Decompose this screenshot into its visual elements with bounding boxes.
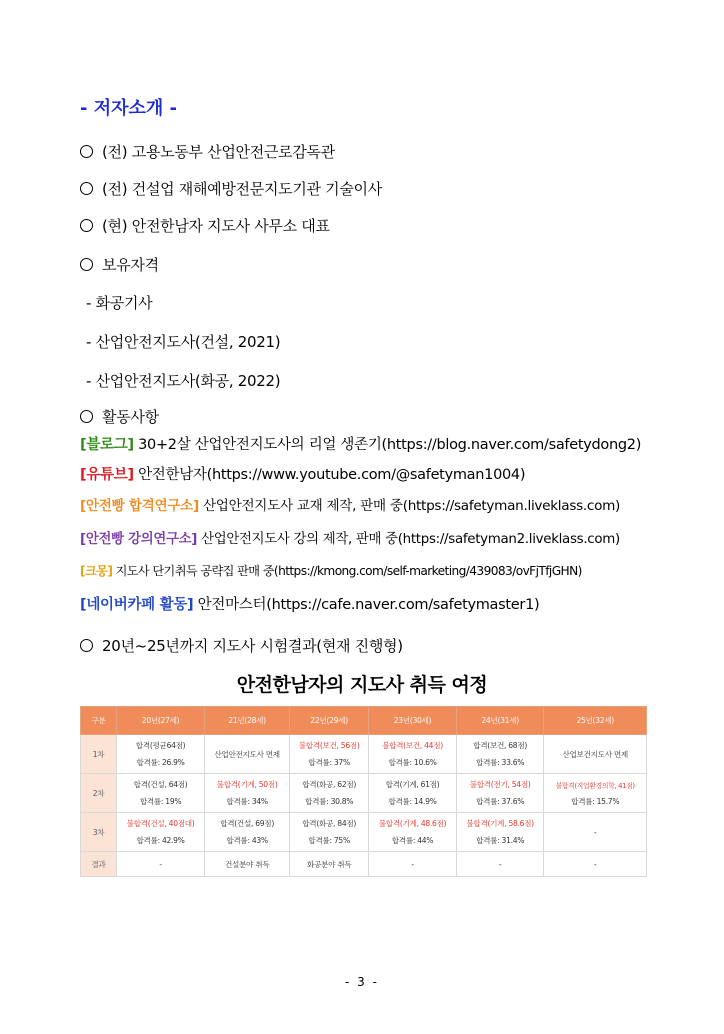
result-status: 불합격(직업환경의학, 41점) (555, 781, 635, 790)
activity-tag: [안전빵 합격연구소] (80, 498, 199, 514)
pass-rate: 합격률: 75% (308, 836, 350, 845)
header-cell: 21년(28세) (205, 707, 290, 735)
qualification-item: - 화공기사 (86, 294, 153, 312)
result-cell: - (544, 852, 647, 877)
header-cell: 24년(31세) (456, 707, 544, 735)
table-title: 안전한남자의 지도사 취득 여정 (236, 674, 488, 696)
result-status: 합격(화공, 84점) (302, 819, 357, 828)
pass-rate: 합격률: 30.8% (305, 797, 354, 806)
result-cell (205, 774, 290, 813)
qualification-item: - 산업안전지도사(화공, 2022) (86, 372, 281, 390)
result-status: 불합격(기계, 48.6점) (378, 819, 447, 828)
result-cell (117, 735, 205, 774)
pass-rate: 합격률: 44% (391, 836, 434, 845)
result-status: 불합격(보건, 56점) (298, 741, 360, 750)
header-cell: 22년(29세) (290, 707, 369, 735)
career-item: (전) 건설업 재해예방전문지도기관 기술이사 (80, 178, 382, 199)
header-cell: 구분 (81, 707, 117, 735)
result-cell (290, 813, 369, 852)
result-status: 불합격(전기, 54점) (469, 780, 531, 789)
result-status: 산업보건지도사 면제 (562, 749, 628, 759)
circle-bullet-icon (80, 410, 93, 423)
result-cell (117, 813, 205, 852)
result-status: 합격(보건, 68점) (473, 741, 528, 750)
result-cell (205, 813, 290, 852)
result-cell (456, 774, 544, 813)
result-cell (290, 774, 369, 813)
result-cell (205, 735, 290, 774)
result-cell (369, 813, 457, 852)
activity-tag: [크몽] (80, 564, 113, 578)
row-label: 2차 (81, 774, 117, 813)
activity-tag: [유튜브] (80, 467, 134, 483)
result-cell (544, 735, 647, 774)
pass-rate: 합격률: 31.4% (476, 836, 525, 845)
pass-rate: 합격률: 37% (308, 758, 350, 767)
activity-tag: [네이버카페 활동] (80, 597, 194, 613)
row-label: 1차 (81, 735, 117, 774)
activity-item-kmong: [크몽] 지도사 단기취득 공략집 판매 중(https://kmong.com/self-marketing/439083/ovFjTfjGHN) (80, 564, 582, 578)
result-status: 합격(화공, 62점) (302, 780, 357, 789)
activity-tag: [블로그] (80, 437, 134, 453)
circle-bullet-icon (80, 145, 93, 158)
result-status: - (593, 827, 597, 837)
qualification-item: - 산업안전지도사(건설, 2021) (86, 333, 281, 351)
activity-tag: [안전빵 강의연구소] (80, 532, 198, 547)
circle-bullet-icon (80, 182, 93, 195)
results-heading: 20년~25년까지 지도사 시험결과(현재 진행형) (80, 635, 403, 656)
pass-rate: 합격률: 14.9% (388, 797, 437, 806)
activity-heading: 활동사항 (80, 406, 159, 427)
page-number: - 3 - (345, 975, 379, 989)
pass-rate: 합격률: 42.9% (136, 836, 185, 845)
table-row (81, 774, 647, 813)
result-status: 합격(평균64점) (135, 741, 186, 750)
result-cell (456, 813, 544, 852)
result-cell: 화공분야 취득 (290, 852, 369, 877)
circle-bullet-icon (80, 258, 93, 271)
result-status: 합격(건설, 64점) (133, 780, 188, 789)
row-label: 3차 (81, 813, 117, 852)
activity-item-youtube: [유튜브] 안전한남자(https://www.youtube.com/@safetyman1004) (80, 467, 526, 483)
header-cell: 20년(27세) (117, 707, 205, 735)
result-status: 불합격(건설, 40점대) (126, 819, 195, 828)
career-item: (현) 안전한남자 지도사 사무소 대표 (80, 215, 330, 236)
result-cell (369, 735, 457, 774)
result-cell: - (369, 852, 457, 877)
pass-rate: 합격률: 43% (226, 836, 268, 845)
pass-rate: 합격률: 26.9% (136, 758, 185, 767)
header-cell: 25년(32세) (544, 707, 647, 735)
pass-rate: 합격률: 10.6% (388, 758, 437, 767)
career-item: (전) 고용노동부 산업안전근로감독관 (80, 141, 335, 162)
exam-results-table (80, 706, 647, 877)
result-cell (369, 774, 457, 813)
table-header-row (81, 707, 647, 735)
result-status: 합격(건설, 69점) (220, 819, 274, 828)
result-status: 불합격(기계, 50점) (216, 780, 278, 789)
result-cell (290, 735, 369, 774)
result-cell (544, 813, 647, 852)
result-cell: - (456, 852, 544, 877)
result-cell: - (117, 852, 205, 877)
table-row (81, 852, 647, 877)
result-status: 불합격(기계, 58.6점) (466, 819, 534, 828)
section-title: - 저자소개 - (80, 98, 178, 119)
table-row (81, 735, 647, 774)
result-status: 불합격(보건, 44점) (382, 741, 443, 750)
activity-item-blog: [블로그] 30+2살 산업안전지도사의 리얼 생존기(https://blog.naver.com/safetydong2) (80, 437, 642, 453)
result-cell (117, 774, 205, 813)
table-row (81, 813, 647, 852)
row-label: 결과 (81, 852, 117, 877)
qualification-heading: 보유자격 (80, 254, 159, 275)
pass-rate: 합격률: 37.6% (476, 797, 525, 806)
activity-item-lecture: [안전빵 강의연구소] 산업안전지도사 강의 제작, 판매 중(https://safetyman2.liveklass.com) (80, 532, 620, 547)
pass-rate: 합격률: 34% (226, 797, 268, 806)
activity-item-cafe: [네이버카페 활동] 안전마스터(https://cafe.naver.com/safetymaster1) (80, 597, 540, 613)
result-cell: 건설분야 취득 (205, 852, 290, 877)
circle-bullet-icon (80, 219, 93, 232)
result-cell (456, 735, 544, 774)
pass-rate: 합격률: 33.6% (476, 758, 525, 767)
header-cell: 23년(30세) (369, 707, 457, 735)
activity-item-textbook: [안전빵 합격연구소] 산업안전지도사 교재 제작, 판매 중(https://safetyman.liveklass.com) (80, 498, 621, 514)
result-status: 산업안전지도사 면제 (214, 749, 280, 759)
result-status: 합격(기계, 61점) (385, 780, 440, 789)
circle-bullet-icon (80, 639, 93, 652)
result-cell (544, 774, 647, 813)
pass-rate: 합격률: 15.7% (571, 796, 620, 806)
pass-rate: 합격률: 19% (139, 797, 182, 806)
